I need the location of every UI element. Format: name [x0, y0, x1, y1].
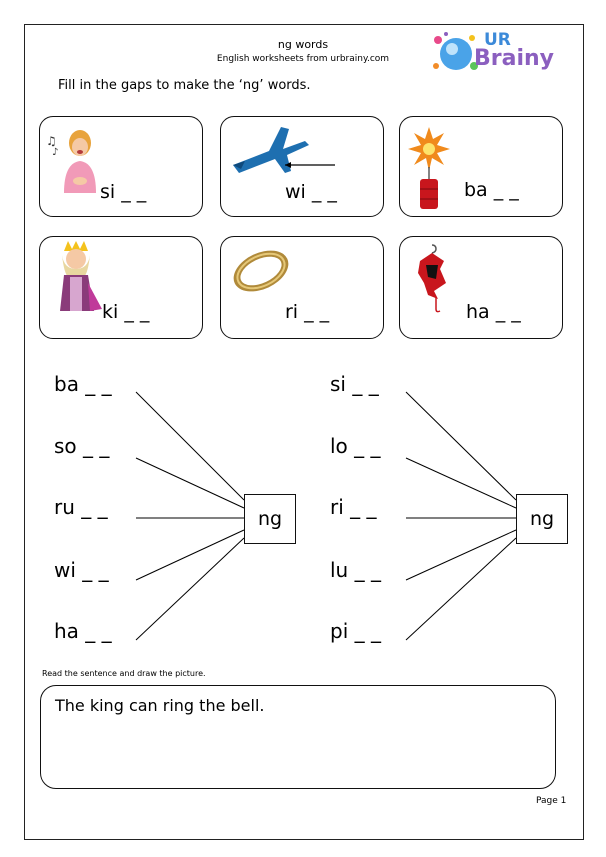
picture-word-sing: si _ _	[100, 181, 147, 203]
reading-instruction: Read the sentence and draw the picture.	[42, 669, 206, 678]
drawing-box[interactable]	[40, 685, 556, 789]
match-word-right-2: lo _ _	[330, 434, 381, 458]
match-word-left-5: ha _ _	[54, 619, 112, 643]
ng-box-left: ng	[244, 494, 296, 544]
match-word-left-1: ba _ _	[54, 372, 112, 396]
page-subtitle: English worksheets from urbrainy.com	[216, 54, 390, 64]
reading-sentence: The king can ring the bell.	[55, 696, 265, 715]
picture-word-wing: wi _ _	[285, 181, 337, 203]
match-word-right-3: ri _ _	[330, 495, 377, 519]
logo-brainy-text: Brainy	[474, 46, 555, 71]
page-title: ng words	[277, 38, 329, 51]
page-number: Page 1	[536, 796, 567, 806]
picture-word-king: ki _ _	[102, 301, 150, 323]
svg-text:♫: ♫	[46, 134, 57, 148]
picture-word-bang: ba _ _	[464, 179, 519, 201]
svg-text:♪: ♪	[52, 147, 59, 158]
ng-box-right: ng	[516, 494, 568, 544]
logo-ur-text: UR	[484, 30, 511, 50]
instruction-text: Fill in the gaps to make the ‘ng’ words.	[58, 78, 311, 93]
match-word-right-1: si _ _	[330, 372, 379, 396]
match-word-left-2: so _ _	[54, 434, 110, 458]
picture-word-ring: ri _ _	[285, 301, 330, 323]
match-word-left-4: wi _ _	[54, 558, 109, 582]
match-word-right-5: pi _ _	[330, 619, 381, 643]
match-word-right-4: lu _ _	[330, 558, 381, 582]
picture-word-hang: ha _ _	[466, 301, 521, 323]
match-word-left-3: ru _ _	[54, 495, 108, 519]
